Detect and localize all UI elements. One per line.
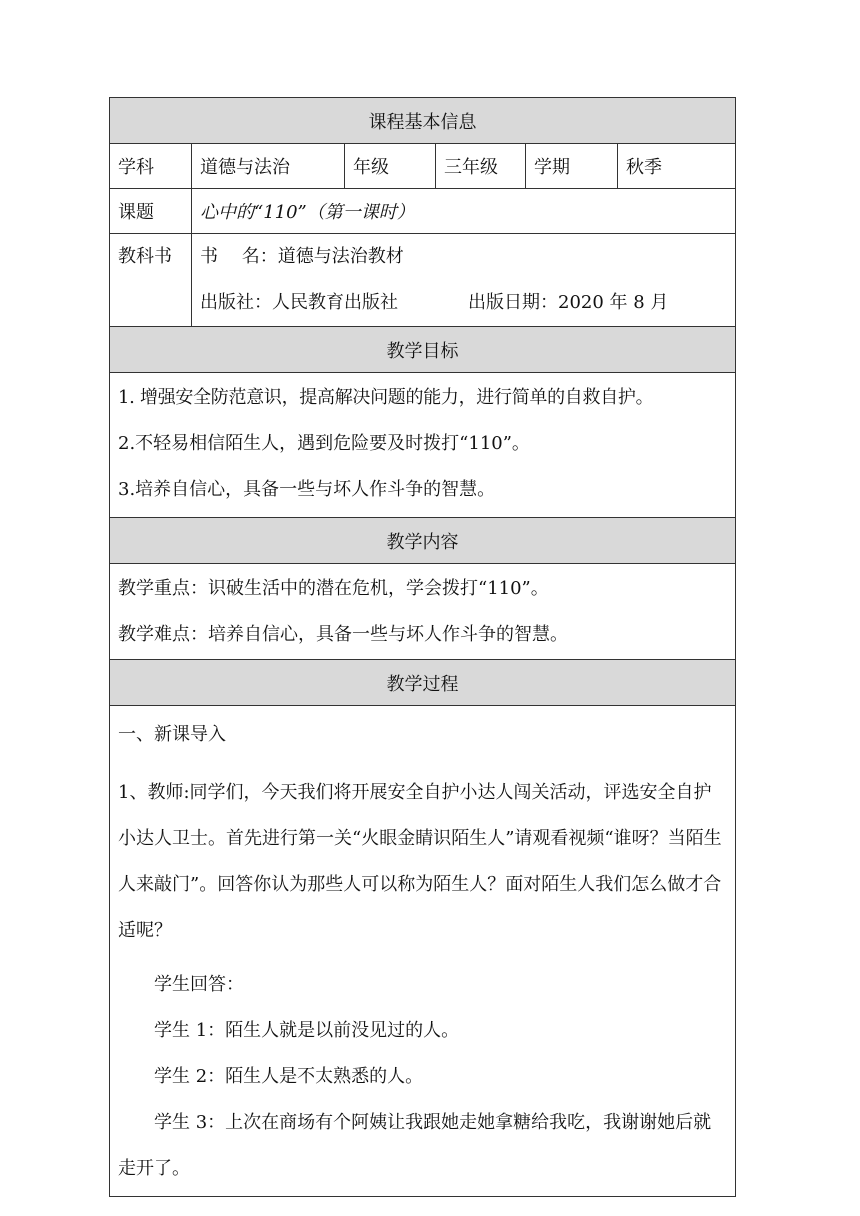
student-answer-2: 学生 2：陌生人是不太熟悉的人。 (154, 1066, 424, 1087)
goals-list (110, 373, 736, 518)
process-body (110, 706, 736, 1197)
book-name-value: 道德与法治教材 (277, 246, 404, 267)
pub-date-label: 出版日期： (468, 292, 558, 313)
student-answer-label: 学生回答： (154, 974, 244, 995)
difficulty-point: 教学难点：培养自信心，具备一些与坏人作斗争的智慧。 (118, 624, 568, 645)
content-header: 教学内容 (110, 518, 736, 564)
publisher-value: 人民教育出版社 (272, 292, 398, 313)
goal-item: 3.培养自信心，具备一些与坏人作斗争的智慧。 (118, 479, 496, 500)
book-name-line (200, 234, 727, 280)
textbook-info (192, 234, 736, 327)
process-header: 教学过程 (110, 660, 736, 706)
textbook-label (110, 234, 192, 327)
subject-value: 道德与法治 (192, 144, 345, 189)
grade-label: 年级 (345, 144, 436, 189)
content-body (110, 564, 736, 660)
term-value: 秋季 (618, 144, 736, 189)
lesson-plan-table (109, 97, 736, 1197)
subject-label: 学科 (110, 144, 192, 189)
goals-header: 教学目标 (110, 327, 736, 373)
teacher-paragraph: 1、教师:同学们，今天我们将开展安全自护小达人闯关活动，评选安全自护小达人卫士。首先进行第一关“火眼金睛识陌生人”请观看视频“谁呀？当陌生人来敲门”。回答你认为那些人可以称为陌生人？面对陌生人我们怎么做才合适呢？ (118, 782, 722, 941)
grade-value: 三年级 (436, 144, 526, 189)
book-name-label: 书 名： (200, 246, 278, 267)
goal-item: 2.不轻易相信陌生人，遇到危险要及时拨打“110”。 (118, 433, 530, 454)
student-answer-1: 学生 1：陌生人就是以前没见过的人。 (154, 1020, 460, 1041)
course-info-header: 课程基本信息 (110, 98, 736, 144)
goal-item: 1. 增强安全防范意识，提高解决问题的能力，进行简单的自救自护。 (118, 387, 654, 408)
section-title: 一、新课导入 (118, 724, 226, 745)
pub-date-value: 2020 年 8 月 (558, 292, 669, 313)
textbook-label-text: 教科书 (118, 246, 172, 267)
term-label: 学期 (526, 144, 618, 189)
publisher-label: 出版社： (200, 292, 272, 313)
topic-label: 课题 (110, 189, 192, 234)
topic-value: 心中的“110”（第一课时） (192, 189, 736, 234)
student-answer-3: 学生 3：上次在商场有个阿姨让我跟她走她拿糖给我吃，我谢谢她后就走开了。 (118, 1112, 712, 1179)
publisher-line (200, 280, 727, 326)
key-point: 教学重点：识破生活中的潜在危机，学会拨打“110”。 (118, 578, 549, 599)
